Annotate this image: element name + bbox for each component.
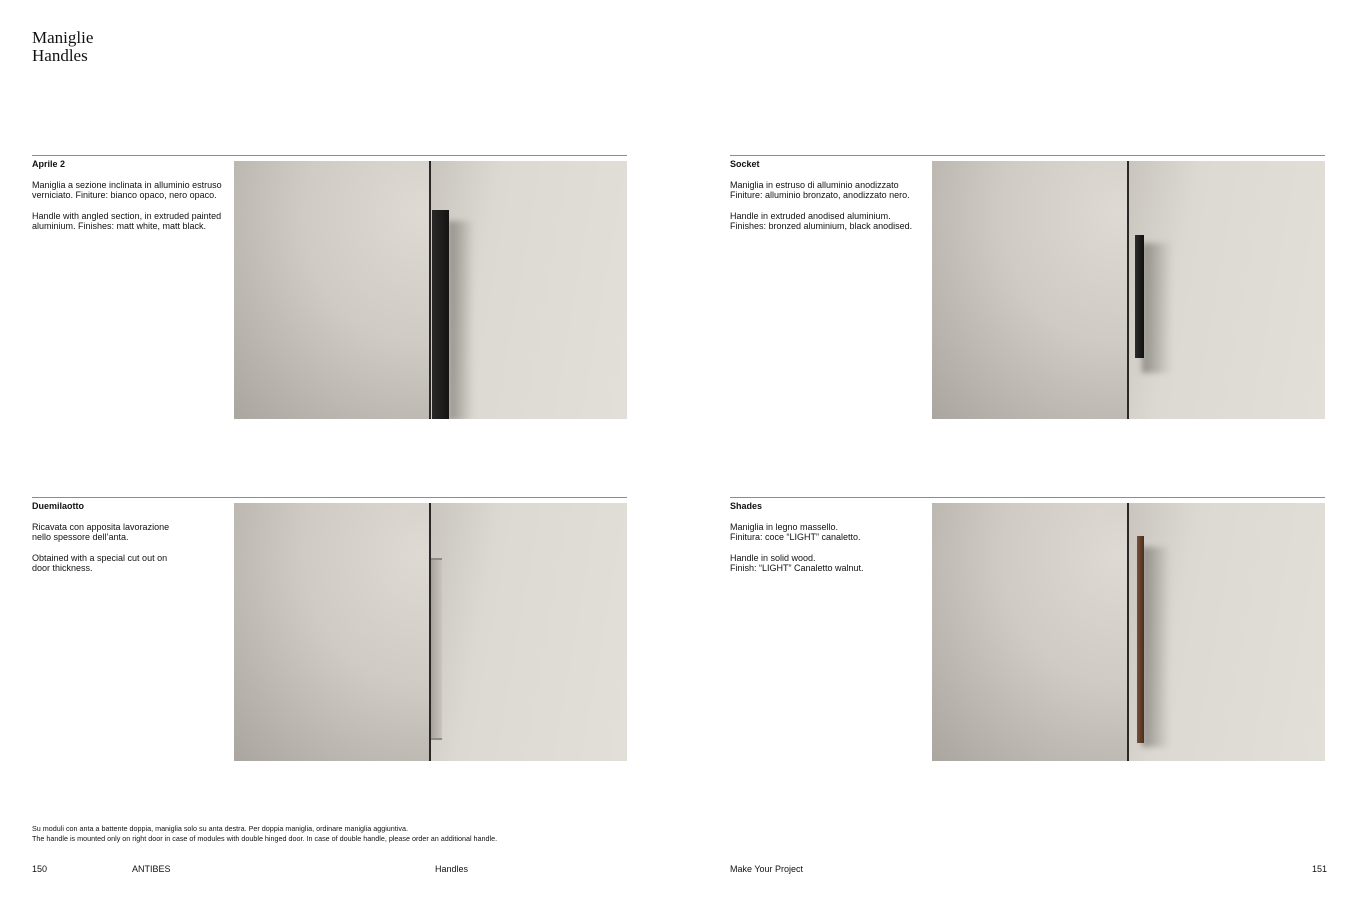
- footnote: [32, 824, 497, 843]
- footer-section: Handles: [435, 864, 469, 874]
- footnote-italian: Su moduli con anta a battente doppia, maniglia solo su anta destra. Per doppia maniglia, ordinare maniglia aggiuntiva.: [32, 824, 408, 833]
- left-door: [234, 503, 429, 761]
- footer-brand: ANTIBES: [132, 864, 171, 874]
- section-divider: [32, 497, 627, 498]
- description-english: Handle with angled section, in extruded painted aluminium. Finishes: matt white, matt black.: [32, 210, 222, 231]
- section-divider: [730, 497, 1325, 498]
- handle-bar: [432, 210, 449, 419]
- door-gap: [1127, 161, 1129, 419]
- section-divider: [730, 155, 1325, 156]
- right-door: [430, 503, 627, 761]
- description-italian: Maniglia in legno massello. Finitura: coce “LIGHT” canaletto.: [730, 521, 861, 542]
- handle-name: Duemilaotto: [32, 501, 85, 511]
- handle-recess: [431, 558, 442, 740]
- description-italian: Maniglia a sezione inclinata in alluminio estruso verniciato. Finiture: bianco opaco, nero opaco.: [32, 179, 222, 200]
- title-english: Handles: [32, 46, 88, 65]
- page-number-right: 151: [1312, 864, 1328, 874]
- description-english: Handle in extruded anodised aluminium. Finishes: bronzed aluminium, black anodised.: [730, 210, 913, 231]
- footer-project: Make Your Project: [730, 864, 804, 874]
- handle-photo: [932, 503, 1325, 761]
- handle-section-socket: [730, 155, 1325, 425]
- handle-shadow: [1142, 243, 1172, 373]
- handle-photo: [932, 161, 1325, 419]
- description-english: Obtained with a special cut out on door thickness.: [32, 552, 168, 573]
- section-divider: [32, 155, 627, 156]
- handle-name: Socket: [730, 159, 760, 169]
- title-italian: Maniglie: [32, 28, 94, 47]
- handle-photo: [234, 503, 627, 761]
- handle-section-aprile-2: [32, 155, 627, 425]
- handle-shadow: [448, 221, 474, 419]
- page-number-left: 150: [32, 864, 48, 874]
- left-door: [932, 161, 1127, 419]
- door-gap: [1127, 503, 1129, 761]
- handle-description: [730, 159, 925, 242]
- handle-description: [32, 159, 227, 242]
- description-italian: Ricavata con apposita lavorazione nello spessore dell’anta.: [32, 521, 170, 542]
- left-door: [932, 503, 1127, 761]
- left-door: [234, 161, 429, 419]
- handle-name: Aprile 2: [32, 159, 66, 169]
- page-title: [32, 29, 93, 65]
- handle-photo: [234, 161, 627, 419]
- handle-shadow: [1142, 547, 1170, 747]
- handle-description: [730, 501, 925, 584]
- handle-section-duemilaotto: [32, 497, 627, 767]
- footnote-english: The handle is mounted only on right door in case of modules with double hinged door. In case of double handle, please order an additional handle.: [32, 833, 498, 843]
- handle-section-shades: [730, 497, 1325, 767]
- handle-name: Shades: [730, 501, 763, 511]
- door-gap: [429, 161, 431, 419]
- description-english: Handle in solid wood. Finish: “LIGHT” Canaletto walnut.: [730, 552, 864, 573]
- description-italian: Maniglia in estruso di alluminio anodizzato Finiture: alluminio bronzato, anodizzato nero.: [730, 179, 910, 200]
- handle-bar: [1135, 235, 1144, 358]
- handle-bar: [1137, 536, 1144, 743]
- handle-description: [32, 501, 227, 584]
